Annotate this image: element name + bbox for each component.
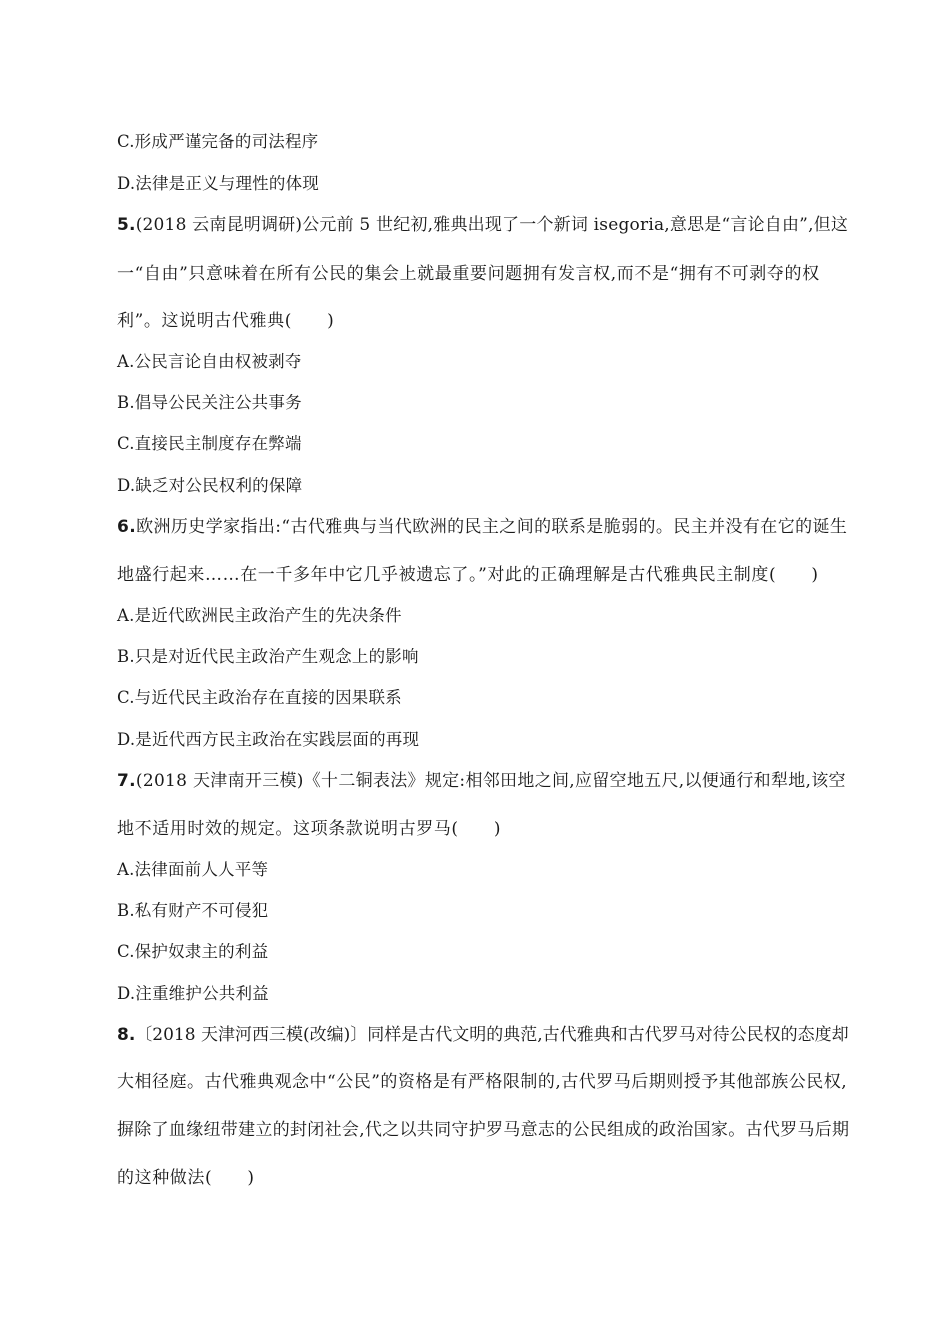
question-8-line-1: 8.〔2018 天津河西三模(改编)〕同样是古代文明的典范,古代雅典和古代罗马对待公民权的态度却 xyxy=(117,1025,849,1045)
option-a: A.是近代欧洲民主政治产生的先决条件 xyxy=(117,606,402,625)
question-7-line-2: 地不适用时效的规定。这项条款说明古罗马( ) xyxy=(117,819,502,839)
question-5-line-2: 一“自由”只意味着在所有公民的集会上就最重要问题拥有发言权,而不是“拥有不可剥夺的权 xyxy=(117,264,820,284)
question-6-line-2: 地盛行起来……在一千多年中它几乎被遗忘了。”对此的正确理解是古代雅典民主制度( ) xyxy=(117,565,819,585)
option-c: C.保护奴隶主的利益 xyxy=(117,942,269,961)
question-number: 6. xyxy=(117,517,137,537)
option-d: D.法律是正义与理性的体现 xyxy=(117,174,319,193)
option-c: C.形成严谨完备的司法程序 xyxy=(117,132,319,151)
question-number: 8. xyxy=(117,1025,136,1045)
question-8-line-2: 大相径庭。古代雅典观念中“公民”的资格是有严格限制的,古代罗马后期则授予其他部族公民权, xyxy=(117,1072,848,1092)
option-b: B.只是对近代民主政治产生观念上的影响 xyxy=(117,647,419,666)
option-d: D.是近代西方民主政治在实践层面的再现 xyxy=(117,730,420,749)
option-c: C.直接民主制度存在弊端 xyxy=(117,434,302,453)
question-number: 5. xyxy=(117,215,136,235)
question-6-line-1: 6.欧洲历史学家指出:“古代雅典与当代欧洲的民主之间的联系是脆弱的。民主并没有在它的诞生 xyxy=(117,517,848,537)
option-b: B.倡导公民关注公共事务 xyxy=(117,393,302,412)
option-b: B.私有财产不可侵犯 xyxy=(117,901,269,920)
question-5-line-1: 5.(2018 云南昆明调研)公元前 5 世纪初,雅典出现了一个新词 isegoria,意思是“言论自由”,但这 xyxy=(117,215,849,235)
option-c: C.与近代民主政治存在直接的因果联系 xyxy=(117,688,402,707)
option-a: A.公民言论自由权被剥夺 xyxy=(117,352,302,371)
question-7-line-1: 7.(2018 天津南开三模)《十二铜表法》规定:相邻田地之间,应留空地五尺,以便通行和犁地,该空 xyxy=(117,771,846,791)
question-5-line-3: 利”。这说明古代雅典( ) xyxy=(117,311,335,331)
option-d: D.缺乏对公民权利的保障 xyxy=(117,476,303,495)
question-8-line-3: 摒除了血缘纽带建立的封闭社会,代之以共同守护罗马意志的公民组成的政治国家。古代罗马后期 xyxy=(117,1120,850,1140)
question-8-line-4: 的这种做法( ) xyxy=(117,1168,255,1188)
option-a: A.法律面前人人平等 xyxy=(117,860,269,879)
option-d: D.注重维护公共利益 xyxy=(117,984,269,1003)
question-number: 7. xyxy=(117,771,136,791)
